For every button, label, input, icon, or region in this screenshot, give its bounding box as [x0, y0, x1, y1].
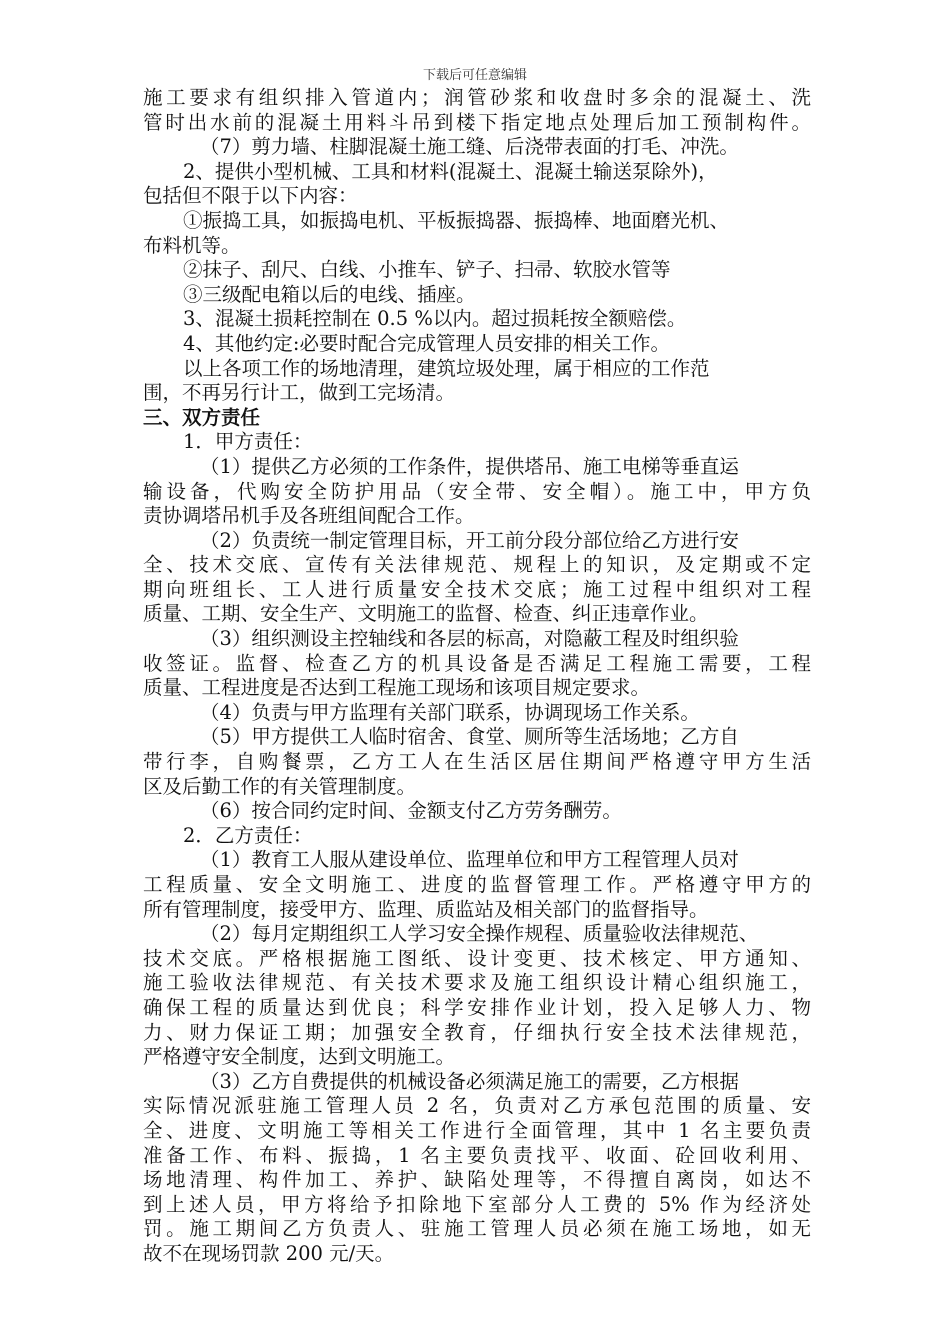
- text-line: 收签证。监督、检查乙方的机具设备是否满足工程施工需要，工程: [143, 651, 811, 675]
- text-line: 准备工作、布料、振捣，1 名主要负责找平、收面、砼回收利用、: [143, 1143, 811, 1167]
- text-line: 实际情况派驻施工管理人员 2 名，负责对乙方承包范围的质量、安: [143, 1094, 811, 1118]
- text-line: 施工验收法律规范、有关技术要求及施工组织设计精心组织施工，: [143, 971, 811, 995]
- text-line: 确保工程的质量达到优良；科学安排作业计划，投入足够人力、物: [143, 995, 811, 1019]
- text-line: ②抹子、刮尺、白线、小推车、铲子、扫帚、软胶水管等: [183, 258, 671, 282]
- text-line: 2、提供小型机械、工具和材料(混凝土、混凝土输送泵除外)，: [183, 159, 718, 183]
- text-line: 带行李，自购餐票，乙方工人在生活区居住期间严格遵守甲方生活: [143, 750, 811, 774]
- text-line: 施工要求有组织排入管道内；润管砂浆和收盘时多余的混凝土、洗: [143, 86, 811, 109]
- text-line: （4）负责与甲方监理有关部门联系，协调现场工作关系。: [200, 700, 700, 724]
- text-line: 技术交底。严格根据施工图纸、设计变更、技术核定、甲方通知、: [143, 946, 811, 970]
- text-line: （5）甲方提供工人临时宿舍、食堂、厕所等生活场地；乙方自: [200, 725, 739, 749]
- page-header-note: 下载后可任意编辑: [422, 68, 527, 83]
- document-body: [143, 86, 811, 1267]
- text-line: 管时出水前的混凝土用料斗吊到楼下指定地点处理后加工预制构件。: [143, 110, 811, 134]
- text-line: （6）按合同约定时间、金额支付乙方劳务酬劳。: [200, 799, 622, 823]
- section-heading: 三、双方责任: [143, 405, 261, 429]
- text-line: （2）负责统一制定管理目标，开工前分段分部位给乙方进行安: [200, 528, 739, 552]
- text-line: 场地清理、构件加工、养护、缺陷处理等，不得擅自离岗，如达不: [143, 1168, 811, 1192]
- text-line: 力、财力保证工期；加强安全教育，仔细执行安全技术法律规范，: [143, 1020, 811, 1044]
- text-line: 区及后勤工作的有关管理制度。: [143, 774, 417, 798]
- text-line: 期向班组长、工人进行质量安全技术交底；施工过程中组织对工程: [143, 577, 811, 601]
- text-line: 3、混凝土损耗控制在 0.5 %以内。超过损耗按全额赔偿。: [183, 307, 687, 331]
- text-line: 工程质量、安全文明施工、进度的监督管理工作。严格遵守甲方的: [143, 873, 811, 896]
- text-line: ③三级配电箱以后的电线、插座。: [183, 282, 476, 306]
- subsection-heading: 1．甲方责任：: [183, 430, 313, 454]
- text-line: 包括但不限于以下内容：: [143, 184, 358, 208]
- text-line: 围，不再另行计工，做到工完场清。: [143, 381, 456, 405]
- text-line: 质量、工程进度是否达到工程施工现场和该项目规定要求。: [143, 676, 651, 700]
- text-line: 罚。施工期间乙方负责人、驻施工管理人员必须在施工场地，如无: [143, 1217, 811, 1241]
- text-line: 全、技术交底、宣传有关法律规范、规程上的知识，及定期或不定: [143, 553, 811, 577]
- text-line: 严格遵守安全制度，达到文明施工。: [143, 1045, 456, 1069]
- text-line: （3）乙方自费提供的机械设备必须满足施工的需要，乙方根据: [200, 1069, 739, 1093]
- text-line: 全、进度、文明施工等相关工作进行全面管理，其中 1 名主要负责: [143, 1118, 811, 1142]
- text-line: 布料机等。: [143, 233, 241, 257]
- text-line: 4、其他约定:必要时配合完成管理人员安排的相关工作。: [183, 331, 670, 355]
- text-line: 质量、工期、安全生产、文明施工的监督、检查、纠正违章作业。: [143, 602, 709, 626]
- text-line: 以上各项工作的场地清理，建筑垃圾处理，属于相应的工作范: [183, 356, 710, 380]
- text-line: 故不在现场罚款 200 元/天。: [143, 1241, 395, 1265]
- text-line: ①振捣工具，如振捣电机、平板振捣器、振捣棒、地面磨光机、: [183, 208, 730, 232]
- text-line: 所有管理制度，接受甲方、监理、质监站及相关部门的监督指导。: [143, 897, 709, 921]
- subsection-heading: 2．乙方责任：: [183, 823, 313, 847]
- text-line: （2）每月定期组织工人学习安全操作规程、质量验收法律规范、: [200, 922, 759, 946]
- text-line: （1）教育工人服从建设单位、监理单位和甲方工程管理人员对: [200, 848, 739, 872]
- text-line: （1）提供乙方必须的工作条件，提供塔吊、施工电梯等垂直运: [200, 454, 739, 478]
- text-line: （3）组织测设主控轴线和各层的标高，对隐蔽工程及时组织验: [200, 627, 739, 651]
- text-line: 到上述人员，甲方将给予扣除地下室部分人工费的 5% 作为经济处: [143, 1192, 811, 1216]
- text-line: （7）剪力墙、柱脚混凝土施工缝、后浇带表面的打毛、冲洗。: [200, 135, 739, 159]
- text-line: 输设备，代购安全防护用品（安全带、安全帽）。施工中，甲方负: [143, 479, 811, 503]
- text-line: 责协调塔吊机手及各班组间配合工作。: [143, 504, 475, 528]
